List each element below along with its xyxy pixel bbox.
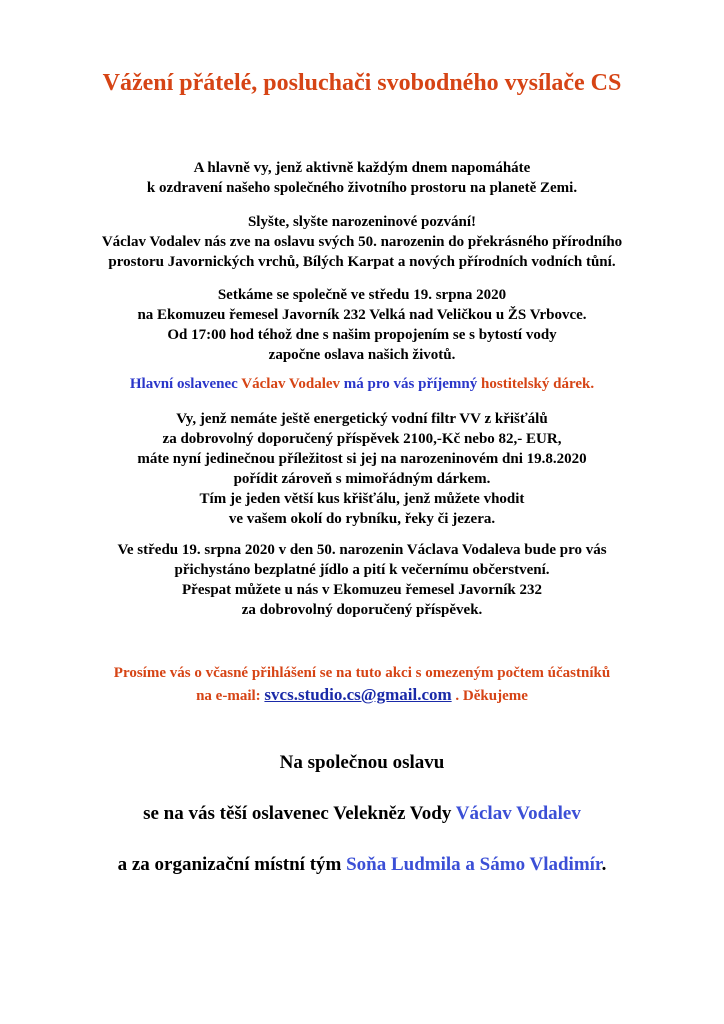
meeting-paragraph bbox=[20, 285, 704, 365]
filter-offer-line: ve vašem okolí do rybníku, řeky či jezera. bbox=[228, 511, 496, 527]
page-title: Vážení přátelé, posluchači svobodného vysílače CS bbox=[102, 70, 622, 96]
invitation-line: Slyšte, slyšte narozeninové pozvání! bbox=[247, 214, 477, 230]
meeting-line: Od 17:00 hod téhož dne s našim propojením se s bytostí vody bbox=[167, 327, 557, 343]
registration-line: Prosíme vás o včasné přihlášení se na tuto akci s omezeným počtem účastníků bbox=[113, 665, 611, 681]
gift-line bbox=[20, 374, 704, 394]
celebrant-name: Václav Vodalev bbox=[241, 376, 341, 392]
filter-offer-paragraph bbox=[20, 409, 704, 529]
closing-line-3-text: a za organizační místní tým bbox=[117, 854, 347, 875]
gift-paragraph bbox=[20, 374, 704, 394]
gift-text-3: hostitelský dárek. bbox=[477, 376, 595, 392]
food-stay-line: Přespat můžete u nás v Ekomuzeu řemesel Javorník 232 bbox=[182, 582, 542, 598]
gift-text-1: Hlavní oslavenec bbox=[129, 376, 242, 392]
food-stay-paragraph bbox=[20, 540, 704, 620]
celebrant-name-closing: Václav Vodalev bbox=[455, 803, 581, 824]
invitation-line: Václav Vodalev nás zve na oslavu svých 50. narozenin do překrásného přírodního bbox=[101, 234, 623, 250]
filter-offer-line: máte nyní jedinečnou příležitost si jej na narozeninovém dni 19.8.2020 bbox=[137, 451, 587, 467]
meeting-line: započne oslava našich životů. bbox=[268, 347, 456, 363]
filter-offer-line: Vy, jenž nemáte ještě energetický vodní filtr VV z křišťálů bbox=[176, 411, 548, 427]
meeting-line: Setkáme se společně ve středu 19. srpna 2020 bbox=[217, 287, 507, 303]
closing-line-3 bbox=[0, 852, 724, 878]
closing-line-2 bbox=[0, 801, 724, 827]
food-stay-line: přichystáno bezplatné jídlo a pití k večernímu občerstvení. bbox=[174, 562, 550, 578]
closing-period: . bbox=[601, 854, 607, 875]
food-stay-line: za dobrovolný doporučený příspěvek. bbox=[241, 602, 483, 618]
closing-line-1: Na společnou oslavu bbox=[279, 752, 445, 773]
meeting-line: na Ekomuzeu řemesel Javorník 232 Velká nad Veličkou u ŽS Vrbovce. bbox=[137, 307, 587, 323]
invitation-line: prostoru Javornických vrchů, Bílých Karpat a nových přírodních vodních tůní. bbox=[108, 254, 616, 270]
gift-text-2: má pro vás příjemný bbox=[340, 376, 478, 392]
team-names: Soňa Ludmila a Sámo Vladimír bbox=[346, 854, 602, 875]
filter-offer-line: pořídit zároveň s mimořádným dárkem. bbox=[233, 471, 491, 487]
email-link[interactable]: svcs.studio.cs@gmail.com bbox=[264, 685, 452, 704]
thanks-text: . Děkujeme bbox=[451, 688, 528, 704]
filter-offer-line: Tím je jeden větší kus křišťálu, jenž můžete vhodit bbox=[199, 491, 525, 507]
filter-offer-line: za dobrovolný doporučený příspěvek 2100,-Kč nebo 82,- EUR, bbox=[162, 431, 562, 447]
invitation-paragraph bbox=[20, 212, 704, 272]
intro-line: k ozdravení našeho společného životního prostoru na planetě Zemi. bbox=[146, 180, 578, 196]
email-prefix: na e-mail: bbox=[196, 688, 265, 704]
closing-line-2-text: se na vás těší oslavenec Velekněz Vody bbox=[143, 803, 456, 824]
intro-line: A hlavně vy, jenž aktivně každým dnem napomáháte bbox=[193, 160, 531, 176]
registration-email-line bbox=[20, 684, 704, 707]
registration-paragraph bbox=[20, 662, 704, 707]
food-stay-line: Ve středu 19. srpna 2020 v den 50. narozenin Václava Vodaleva bude pro vás bbox=[117, 542, 607, 558]
intro-paragraph bbox=[20, 158, 704, 198]
